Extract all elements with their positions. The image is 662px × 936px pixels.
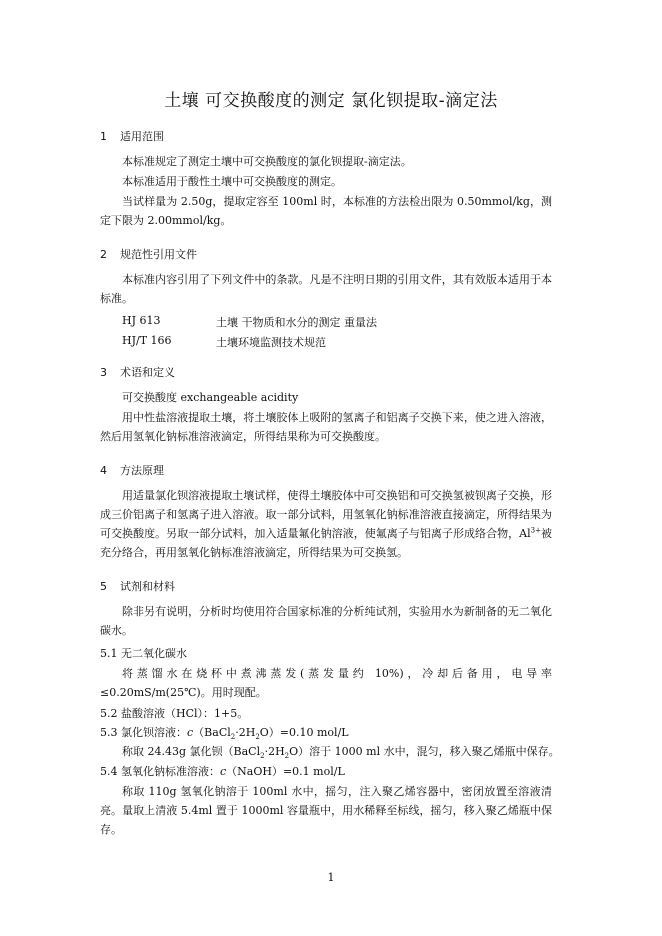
paragraph: 本标准规定了测定土壤中可交换酸度的氯化钡提取-滴定法。 [122,155,412,168]
section-3-heading [100,364,175,380]
page-number: 1 [327,871,335,884]
section-2-heading [100,246,197,262]
item-5-3: 5.3 氯化钡溶液：$c(BaCl_2\cdot 2H_2O)=0.10$ mol/L [100,726,349,742]
section-title: 试剂和材料 [120,580,175,593]
section-5-heading [100,578,175,594]
paragraph: 用适量氯化钡溶液提取土壤试样，使得土壤胶体中可交换铝和可交换氢被钡离子交换，形成三价铝离子和氢离子进入溶液。取一部分试料，用氢氧化钠标准溶液直接滴定，所得结果为可交换酸度。另取一部分试料，加入适量氟化钠溶液，使氟离子与铝离子形成络合物，$Al^{3+}$被充分络合，再用氢氧化钠标准溶液滴定，所得结果为可交换氢。 [100,489,552,559]
section-number: 3 [100,366,107,379]
paragraph: 本标准内容引用了下列文件中的条款。凡是不注明日期的引用文件，其有效版本适用于本标准。 [100,273,552,305]
item-5-4: 5.4 氢氧化钠标准溶液：c（NaOH）=0.1 mol/L [100,765,345,778]
section-4-heading [100,462,164,478]
reference-title: 土壤 干物质和水分的测定 重量法 [216,316,377,329]
reference-code: HJ/T 166 [122,334,172,347]
item-5-1: 5.1 无二氧化碳水 [100,647,187,660]
section-number: 2 [100,248,107,261]
item-5-2: 5.2 盐酸溶液（HCl）：1+5。 [100,707,249,720]
section-number: 5 [100,580,107,593]
section-number: 1 [100,130,107,143]
section-number: 4 [100,464,107,477]
paragraph: 当试样量为 2.50g，提取定容至 100ml 时，本标准的方法检出限为 0.50mmol/kg，测定下限为 2.00mmol/kg。 [100,195,552,227]
section-title: 适用范围 [120,130,164,143]
reference-code: HJ 613 [122,314,161,327]
paragraph: 本标准适用于酸性土壤中可交换酸度的测定。 [122,175,342,188]
paragraph: 用中性盐溶液提取土壤，将土壤胶体上吸附的氢离子和铝离子交换下来，使之进入溶液，然后用氢氧化钠标准溶液滴定，所得结果称为可交换酸度。 [100,411,552,443]
section-title: 术语和定义 [120,366,175,379]
term: 可交换酸度 exchangeable acidity [122,391,299,404]
reference-title: 土壤环境监测技术规范 [216,336,326,349]
section-title: 方法原理 [120,464,164,477]
paragraph: 称取 110g 氢氧化钠溶于 100ml 水中，摇匀，注入聚乙烯容器中，密闭放置至溶液清亮。量取上清液 5.4ml 置于 1000ml 容量瓶中，用水稀释至标线，摇匀，移入聚乙烯瓶中保存。 [100,785,552,836]
item-5-3-text: 称取 24.43g 氯化钡$(BaCl_2\cdot 2H_2O)$溶于 1000 ml 水中，混匀，移入聚乙烯瓶中保存。 [122,745,560,761]
paragraph: 除非另有说明，分析时均使用符合国家标准的分析纯试剂，实验用水为新制备的无二氧化碳水。 [100,605,552,637]
document-title: 土壤 可交换酸度的测定 氯化钡提取-滴定法 [164,91,498,111]
section-title: 规范性引用文件 [120,248,197,261]
paragraph: 将蒸馏水在烧杯中煮沸蒸发(蒸发量约 10%)，冷却后备用，电导率≤0.20mS/m(25℃)。用时现配。 [100,667,552,699]
section-1-heading [100,128,164,144]
